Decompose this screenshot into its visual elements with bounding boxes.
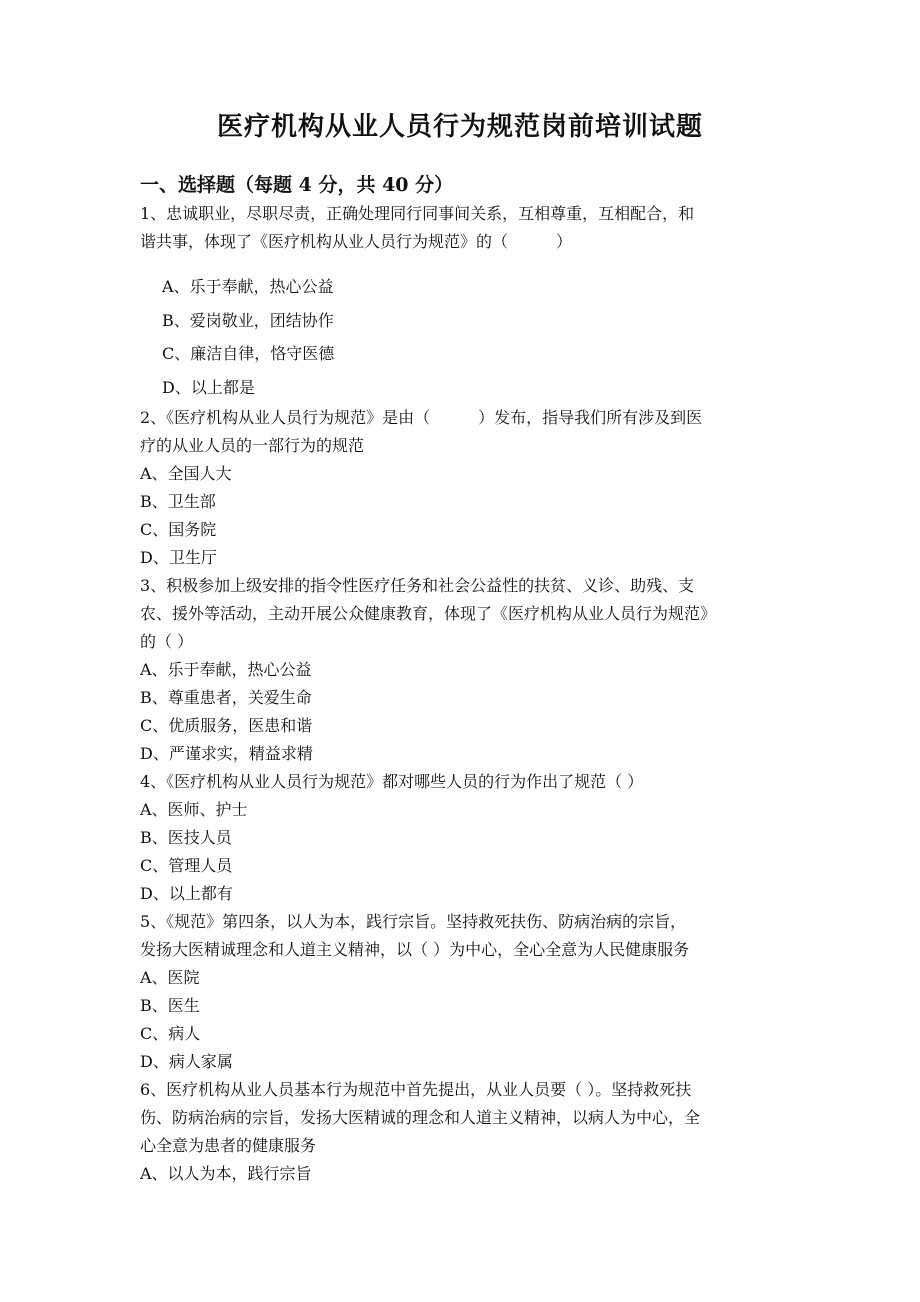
question-6 <box>140 1076 780 1188</box>
question-2-option-d: D、卫生厅 <box>140 548 217 567</box>
question-1-line-2: 谐共事，体现了《医疗机构从业人员行为规范》的（ ） <box>140 232 573 251</box>
question-1-line-1: 1、忠诚职业，尽职尽责，正确处理同行同事间关系，互相尊重，互相配合，和 <box>140 204 695 223</box>
question-3-line-3: 的（ ） <box>140 632 194 651</box>
question-5-option-d: D、病人家属 <box>140 1052 233 1071</box>
question-2-option-a: A、全国人大 <box>140 464 232 483</box>
question-1-option-b: B、爱岗敬业，团结协作 <box>162 310 334 330</box>
question-4-option-d: D、以上都有 <box>140 884 233 903</box>
question-3 <box>140 572 780 768</box>
question-4-option-c: C、管理人员 <box>140 856 233 875</box>
question-4 <box>140 768 780 908</box>
question-2 <box>140 404 780 572</box>
question-5-line-1: 5、《规范》第四条，以人为本，践行宗旨。坚持救死扶伤、防病治病的宗旨， <box>140 912 687 931</box>
question-5-option-c: C、病人 <box>140 1024 201 1043</box>
question-6-line-1: 6、医疗机构从业人员基本行为规范中首先提出，从业人员要（ ）。坚持救死扶 <box>140 1080 692 1099</box>
section-heading: 一、选择题（每题 4 分，共 40 分） <box>140 174 454 196</box>
question-2-line-1: 2、《医疗机构从业人员行为规范》是由（ ）发布，指导我们所有涉及到医 <box>140 408 703 427</box>
question-5 <box>140 908 780 1076</box>
question-5-option-b: B、医生 <box>140 996 200 1015</box>
question-1 <box>140 200 780 404</box>
question-2-option-b: B、卫生部 <box>140 492 216 511</box>
question-2-line-2: 疗的从业人员的一部行为的规范 <box>140 436 365 455</box>
question-4-option-a: A、医师、护士 <box>140 800 248 819</box>
question-5-option-a: A、医院 <box>140 968 200 987</box>
question-3-option-a: A、乐于奉献，热心公益 <box>140 660 312 679</box>
question-3-line-2: 农、援外等活动，主动开展公众健康教育，体现了《医疗机构从业人员行为规范》 <box>140 604 717 623</box>
question-6-option-a: A、以人为本，践行宗旨 <box>140 1164 312 1183</box>
question-6-line-2: 伤、防病治病的宗旨，发扬大医精诚的理念和人道主义精神，以病人为中心，全 <box>140 1108 701 1127</box>
question-list <box>140 200 780 1188</box>
question-3-line-1: 3、积极参加上级安排的指令性医疗任务和社会公益性的扶贫、义诊、助残、支 <box>140 576 695 595</box>
question-3-option-c: C、优质服务，医患和谐 <box>140 716 313 735</box>
question-3-option-d: D、严谨求实，精益求精 <box>140 744 313 763</box>
question-3-option-b: B、尊重患者，关爱生命 <box>140 688 312 707</box>
question-2-option-c: C、国务院 <box>140 520 217 539</box>
question-4-option-b: B、医技人员 <box>140 828 232 847</box>
question-1-option-a: A、乐于奉献，热心公益 <box>162 277 334 296</box>
question-5-line-2: 发扬大医精诚理念和人道主义精神，以（ ）为中心，全心全意为人民健康服务 <box>140 940 690 959</box>
question-1-option-d: D、以上都是 <box>162 377 255 397</box>
question-4-line-1: 4、《医疗机构从业人员行为规范》都对哪些人员的行为作出了规范（ ） <box>140 772 644 791</box>
page-title: 医疗机构从业人员行为规范岗前培训试题 <box>216 112 703 142</box>
question-6-line-3: 心全意为患者的健康服务 <box>140 1136 317 1155</box>
question-1-option-c: C、廉洁自律，恪守医德 <box>162 344 335 363</box>
